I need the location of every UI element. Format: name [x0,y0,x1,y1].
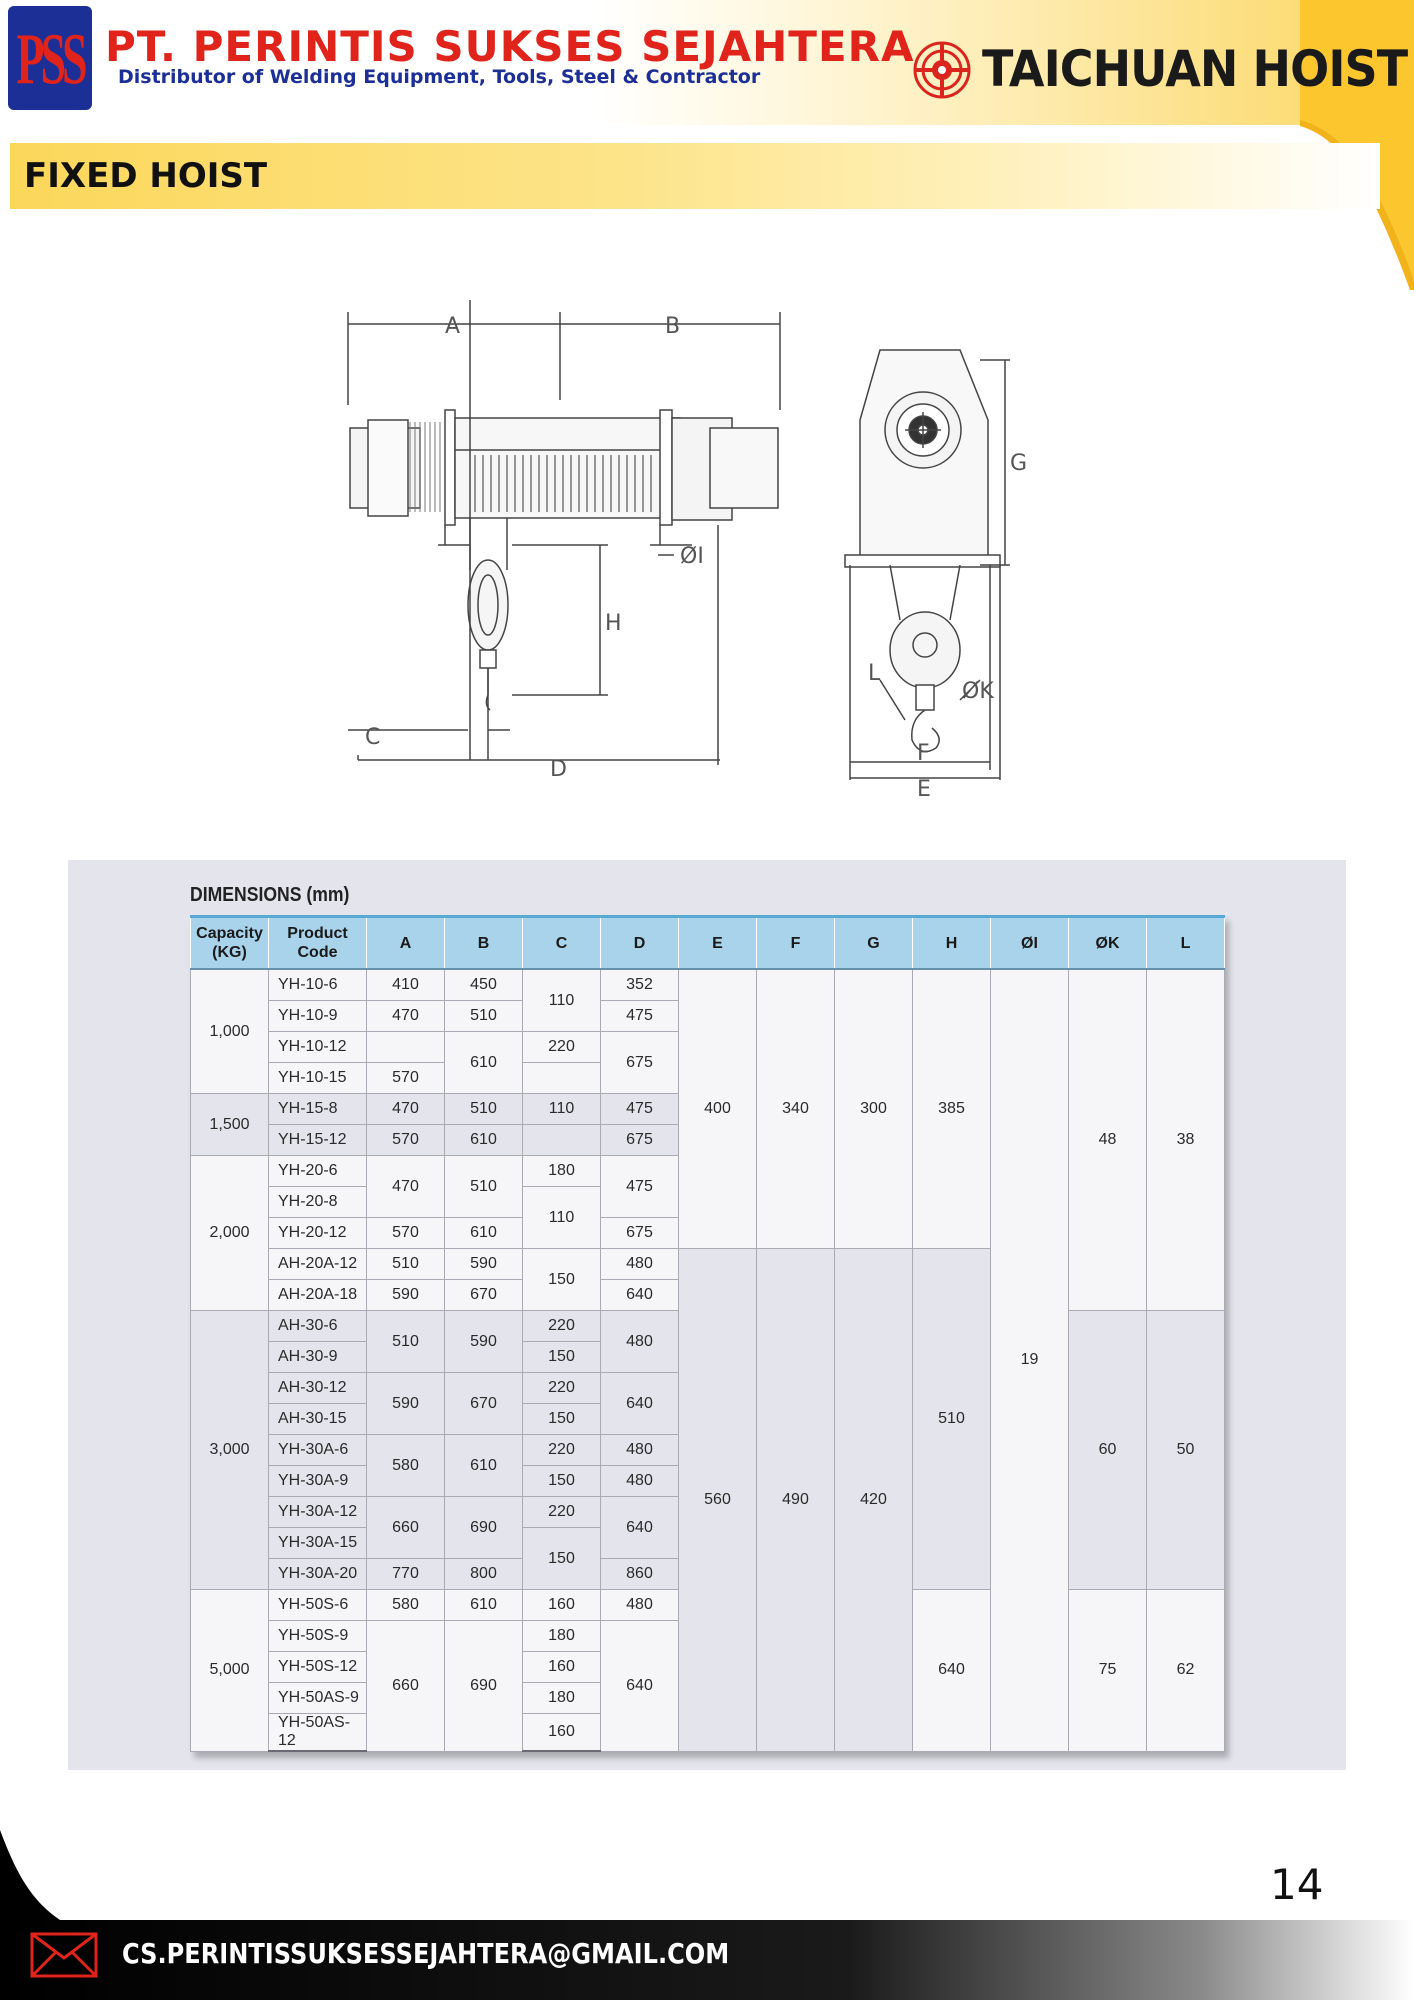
cell-c: 150 [523,1342,601,1373]
cell-b: 610 [445,1218,523,1249]
product-code: YH-15-8 [269,1094,367,1125]
cell-h: 640 [913,1590,991,1752]
cell-h: 385 [913,969,991,1249]
dim-label-l: L [868,661,881,686]
dim-label-d: D [550,757,567,782]
cell-a: 510 [367,1311,445,1373]
cell-d: 475 [601,1156,679,1218]
cell-d: 480 [601,1466,679,1497]
cell-d: 640 [601,1621,679,1752]
product-code: YH-30A-15 [269,1528,367,1559]
cell-c: 180 [523,1621,601,1652]
cell-a: 570 [367,1125,445,1156]
cell-c: 220 [523,1032,601,1063]
product-code: YH-10-12 [269,1032,367,1063]
cell-c: 220 [523,1373,601,1404]
cell-l: 62 [1147,1590,1225,1752]
cell-a: 470 [367,1156,445,1218]
cell-d: 480 [601,1311,679,1373]
cell-a [367,1032,445,1063]
cell-b: 670 [445,1280,523,1311]
product-code: AH-30-6 [269,1311,367,1342]
cell-a: 590 [367,1280,445,1311]
cell-b: 510 [445,1001,523,1032]
header-i: ØI [991,917,1069,970]
header-l: L [1147,917,1225,970]
cell-k: 48 [1069,969,1147,1311]
cell-b: 510 [445,1156,523,1218]
cell-c: 180 [523,1156,601,1187]
product-code: AH-30-9 [269,1342,367,1373]
cell-d: 675 [601,1218,679,1249]
cell-d: 475 [601,1001,679,1032]
cell-d: 675 [601,1125,679,1156]
page-number: 14 [1270,1860,1324,1909]
cell-c: 150 [523,1404,601,1435]
cell-a: 770 [367,1559,445,1590]
cell-c: 220 [523,1311,601,1342]
cell-i: 19 [991,969,1069,1751]
cell-f: 490 [757,1249,835,1752]
envelope-icon [30,1932,98,1978]
header-capacity: Capacity (KG) [191,917,269,970]
cell-c: 150 [523,1466,601,1497]
cell-b: 610 [445,1590,523,1621]
cell-d: 475 [601,1094,679,1125]
cell-e: 400 [679,969,757,1249]
cell-a: 510 [367,1249,445,1280]
header-f: F [757,917,835,970]
target-emblem-icon [912,40,972,100]
brand-name: TAICHUAN HOIST [982,40,1408,98]
header-c: C [523,917,601,970]
cell-b: 610 [445,1125,523,1156]
cell-d: 640 [601,1373,679,1435]
cell-c: 110 [523,1187,601,1249]
cell-b: 690 [445,1497,523,1559]
cell-d: 640 [601,1280,679,1311]
cell-c: 180 [523,1683,601,1714]
cell-a: 580 [367,1590,445,1621]
page-title: FIXED HOIST [24,156,268,196]
cell-a: 470 [367,1094,445,1125]
cell-f: 340 [757,969,835,1249]
header-product-code: Product Code [269,917,367,970]
product-code: AH-30-12 [269,1373,367,1404]
cell-b: 610 [445,1032,523,1094]
product-code: YH-30A-12 [269,1497,367,1528]
cell-g: 300 [835,969,913,1249]
front-view [845,350,1010,780]
product-code: YH-30A-9 [269,1466,367,1497]
cell-d: 640 [601,1497,679,1559]
product-code: YH-50S-12 [269,1652,367,1683]
product-code: AH-30-15 [269,1404,367,1435]
cell-h: 510 [913,1249,991,1590]
cell-a: 410 [367,969,445,1001]
footer-band [0,1830,1414,2000]
header-a: A [367,917,445,970]
dim-label-k: ØK [962,679,994,704]
cell-b: 690 [445,1621,523,1752]
capacity-cell: 1,000 [191,969,269,1094]
header-b: B [445,917,523,970]
product-code: YH-50S-9 [269,1621,367,1652]
cell-c: 160 [523,1714,601,1752]
cell-k: 60 [1069,1311,1147,1590]
product-code: YH-10-9 [269,1001,367,1032]
cell-a: 660 [367,1497,445,1559]
cell-b: 590 [445,1311,523,1373]
cell-c: 110 [523,969,601,1032]
product-code: YH-10-15 [269,1063,367,1094]
product-code: YH-50AS-12 [269,1714,367,1752]
cell-d: 480 [601,1435,679,1466]
cell-a: 570 [367,1218,445,1249]
dimensions-title: DIMENSIONS (mm) [190,884,350,906]
product-code: YH-20-6 [269,1156,367,1187]
side-view [348,300,780,765]
cell-c: 160 [523,1590,601,1621]
cell-d: 352 [601,969,679,1001]
cell-b: 590 [445,1249,523,1280]
cell-d: 675 [601,1032,679,1094]
dim-label-e: E [917,777,931,800]
cell-c: 160 [523,1652,601,1683]
table-header-row [191,917,1225,970]
cell-l: 38 [1147,969,1225,1311]
company-tagline: Distributor of Welding Equipment, Tools, Steel & Contractor [118,66,761,88]
dim-label-c: C [365,725,381,750]
cell-c: 220 [523,1435,601,1466]
capacity-cell: 2,000 [191,1156,269,1311]
cell-c: 150 [523,1249,601,1311]
product-code: AH-20A-18 [269,1280,367,1311]
dim-label-g: G [1010,451,1028,476]
cell-a: 590 [367,1373,445,1435]
cell-b: 670 [445,1373,523,1435]
cell-b: 800 [445,1559,523,1590]
dim-label-i: ØI [680,544,704,569]
header-k: ØK [1069,917,1147,970]
capacity-cell: 1,500 [191,1094,269,1156]
product-code: YH-15-12 [269,1125,367,1156]
cell-c: 220 [523,1497,601,1528]
product-code: YH-50AS-9 [269,1683,367,1714]
cell-d: 860 [601,1559,679,1590]
header-h: H [913,917,991,970]
dim-label-a: A [445,314,461,339]
header-e: E [679,917,757,970]
header-g: G [835,917,913,970]
cell-d: 480 [601,1249,679,1280]
product-code: YH-20-12 [269,1218,367,1249]
dimensions-table [190,915,1225,1752]
company-name: PT. PERINTIS SUKSES SEJAHTERA [105,22,915,71]
table-row [191,969,1225,1001]
cell-c: 150 [523,1528,601,1590]
cell-a: 570 [367,1063,445,1094]
hoist-technical-drawing [320,300,1080,800]
cell-c [523,1063,601,1094]
cell-a: 580 [367,1435,445,1497]
cell-b: 510 [445,1094,523,1125]
dim-label-b: B [665,314,681,339]
cell-c [523,1125,601,1156]
cell-a: 470 [367,1001,445,1032]
cell-k: 75 [1069,1590,1147,1752]
dim-label-f: F [917,741,930,766]
capacity-cell: 3,000 [191,1311,269,1590]
cell-c: 110 [523,1094,601,1125]
cell-l: 50 [1147,1311,1225,1590]
product-code: YH-10-6 [269,969,367,1001]
cell-b: 610 [445,1435,523,1497]
product-code: YH-30A-6 [269,1435,367,1466]
cell-e: 560 [679,1249,757,1752]
product-code: YH-30A-20 [269,1559,367,1590]
product-code: AH-20A-12 [269,1249,367,1280]
cell-a: 660 [367,1621,445,1752]
capacity-cell: 5,000 [191,1590,269,1752]
header-d: D [601,917,679,970]
cell-b: 450 [445,969,523,1001]
company-logo [8,6,92,110]
cell-d: 480 [601,1590,679,1621]
contact-email[interactable]: CS.PERINTISSUKSESSEJAHTERA@GMAIL.COM [122,1937,730,1970]
dim-label-h: H [605,611,622,636]
product-code: YH-50S-6 [269,1590,367,1621]
product-code: YH-20-8 [269,1187,367,1218]
logo-text: PSS [16,17,84,99]
cell-g: 420 [835,1249,913,1752]
